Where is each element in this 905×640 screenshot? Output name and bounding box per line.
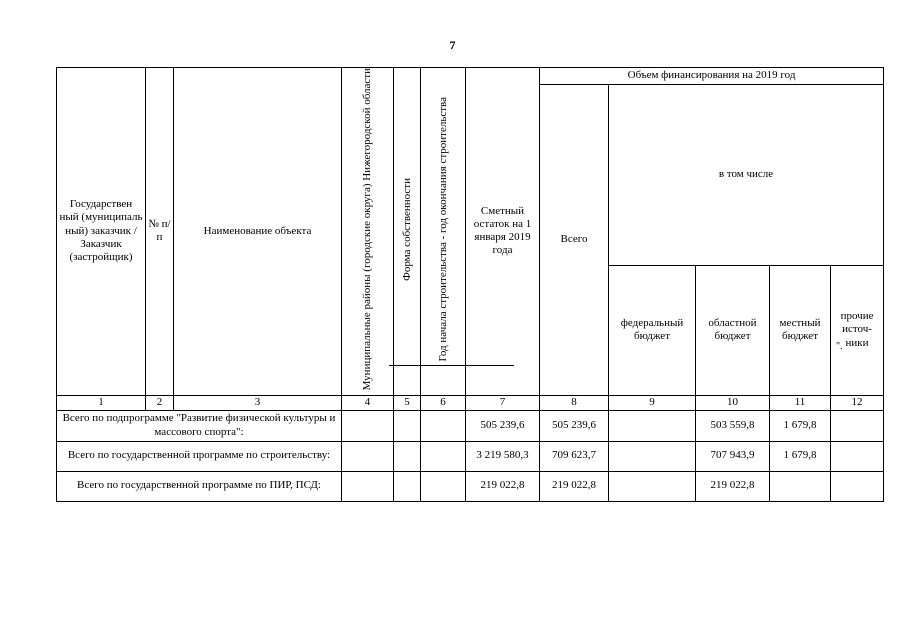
header-years-text: Год начала строительства - год окончания строительства bbox=[436, 96, 449, 362]
header-districts bbox=[342, 68, 394, 396]
cell-empty bbox=[342, 410, 394, 441]
cell-federal bbox=[609, 471, 696, 501]
header-ownership bbox=[394, 68, 421, 396]
cell-other bbox=[831, 441, 884, 471]
header-funding-total: Объем финансирования на 2019 год bbox=[540, 68, 884, 85]
table-row bbox=[57, 471, 884, 501]
table-row bbox=[57, 441, 884, 471]
cell-total: 709 623,7 bbox=[540, 441, 609, 471]
page-number: 7 bbox=[449, 38, 456, 52]
header-districts-text: Муниципальные районы (городские округа) Нижегородской области bbox=[361, 68, 374, 391]
cell-empty bbox=[421, 441, 466, 471]
header-total: Всего bbox=[540, 85, 609, 396]
row-label: Всего по государственной программе по строительству: bbox=[57, 441, 342, 471]
column-number: 6 bbox=[421, 395, 466, 410]
column-number: 7 bbox=[466, 395, 540, 410]
header-regional: областной бюджет bbox=[696, 265, 770, 395]
financing-table bbox=[56, 67, 884, 502]
column-number: 9 bbox=[609, 395, 696, 410]
cell-empty bbox=[394, 471, 421, 501]
header-other: прочие источ-ники bbox=[831, 265, 884, 395]
header-customer: Государствен ный (муниципаль ный) заказчик / Заказчик (застройщик) bbox=[57, 68, 146, 396]
column-number: 10 bbox=[696, 395, 770, 410]
table-row bbox=[57, 410, 884, 441]
cell-total: 219 022,8 bbox=[540, 471, 609, 501]
column-number: 2 bbox=[146, 395, 174, 410]
end-quote-mark: ". bbox=[836, 341, 843, 352]
cell-empty bbox=[342, 441, 394, 471]
cell-balance: 3 219 580,3 bbox=[466, 441, 540, 471]
column-number: 4 bbox=[342, 395, 394, 410]
cell-regional: 503 559,8 bbox=[696, 410, 770, 441]
header-balance: Сметный остаток на 1 января 2019 года bbox=[466, 68, 540, 396]
cell-total: 505 239,6 bbox=[540, 410, 609, 441]
cell-local bbox=[770, 471, 831, 501]
cell-other bbox=[831, 471, 884, 501]
separator-rule bbox=[389, 365, 514, 366]
cell-federal bbox=[609, 441, 696, 471]
cell-empty bbox=[421, 471, 466, 501]
cell-federal bbox=[609, 410, 696, 441]
header-federal: федеральный бюджет bbox=[609, 265, 696, 395]
row-label: Всего по подпрограмме "Развитие физической культуры и массового спорта": bbox=[57, 410, 342, 441]
cell-empty bbox=[421, 410, 466, 441]
column-number: 3 bbox=[174, 395, 342, 410]
cell-other bbox=[831, 410, 884, 441]
column-number: 11 bbox=[770, 395, 831, 410]
cell-empty bbox=[394, 441, 421, 471]
cell-empty bbox=[394, 410, 421, 441]
header-years bbox=[421, 68, 466, 396]
cell-local: 1 679,8 bbox=[770, 410, 831, 441]
column-number: 8 bbox=[540, 395, 609, 410]
header-ownership-text: Форма собственности bbox=[400, 177, 413, 281]
cell-regional: 219 022,8 bbox=[696, 471, 770, 501]
header-local: местный бюджет bbox=[770, 265, 831, 395]
cell-balance: 219 022,8 bbox=[466, 471, 540, 501]
column-number: 12 bbox=[831, 395, 884, 410]
header-including: в том числе bbox=[609, 85, 884, 266]
cell-regional: 707 943,9 bbox=[696, 441, 770, 471]
row-label: Всего по государственной программе по ПИР, ПСД: bbox=[57, 471, 342, 501]
cell-balance: 505 239,6 bbox=[466, 410, 540, 441]
column-number: 5 bbox=[394, 395, 421, 410]
column-number: 1 bbox=[57, 395, 146, 410]
header-num: № п/п bbox=[146, 68, 174, 396]
header-object-name: Наименование объекта bbox=[174, 68, 342, 396]
cell-empty bbox=[342, 471, 394, 501]
cell-local: 1 679,8 bbox=[770, 441, 831, 471]
